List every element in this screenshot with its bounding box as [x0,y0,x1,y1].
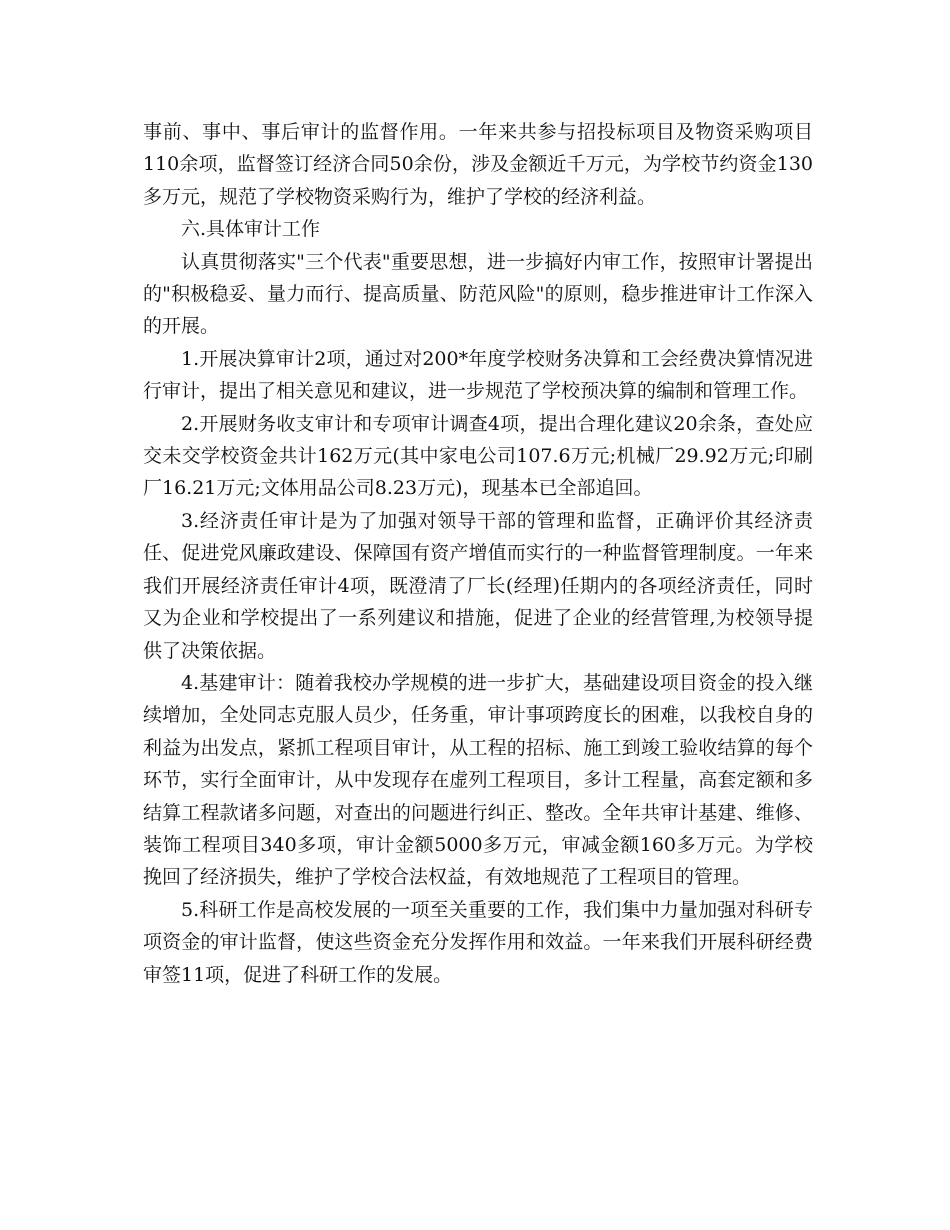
paragraph-economic-responsibility-audit: 3.经济责任审计是为了加强对领导干部的管理和监督，正确评价其经济责任、促进党风廉政建设、保障国有资产增值而实行的一种监督管理制度。一年来我们开展经济责任审计4项，既澄清了厂长(经理)任期内的各项经济责任，同时又为企业和学校提出了一系列建议和措施，促进了企业的经营管理,为校领导提供了决策依据。 [143,509,813,662]
paragraph-infrastructure-audit: 4.基建审计：随着我校办学规模的进一步扩大，基础建设项目资金的投入继续增加，全处同志克服人员少，任务重，审计事项跨度长的困难，以我校自身的利益为出发点，紧抓工程项目审计，从工程的招标、施工到竣工验收结算的每个环节，实行全面审计，从中发现存在虚列工程项目，多计工程量，高套定额和多结算工程款诸多问题，对查出的问题进行纠正、整改。全年共审计基建、维修、装饰工程项目340多项，审计金额5000多万元，审减金额160多万元。为学校挽回了经济损失，维护了学校合法权益，有效地规范了工程项目的管理。 [143,671,813,889]
section-heading-specific-audit-work: 六.具体审计工作 [181,218,321,241]
document-body [143,116,813,991]
paragraph-research-funds-audit: 5.科研工作是高校发展的一项至关重要的工作，我们集中力量加强对科研专项资金的审计监督，使这些资金充分发挥作用和效益。一年来我们开展科研经费审签11项，促进了科研工作的发展。 [143,898,813,986]
paragraph-final-accounts-audit: 1.开展决算审计2项，通过对200*年度学校财务决算和工会经费决算情况进行审计，提出了相关意见和建议，进一步规范了学校预决算的编制和管理工作。 [143,347,813,403]
paragraph-audit-principles: 认真贯彻落实"三个代表"重要思想，进一步搞好内审工作，按照审计署提出的"积极稳妥、量力而行、提高质量、防范风险"的原则，稳步推进审计工作深入的开展。 [143,250,813,338]
paragraph-procurement-summary: 事前、事中、事后审计的监督作用。一年来共参与招投标项目及物资采购项目110余项，监督签订经济合同50余份，涉及金额近千万元，为学校节约资金130多万元，规范了学校物资采购行为，维护了学校的经济利益。 [143,121,813,208]
paragraph-financial-revenue-audit: 2.开展财务收支审计和专项审计调查4项，提出合理化建议20余条，查处应交未交学校资金共计162万元(其中家电公司107.6万元;机械厂29.92万元;印刷厂16.21万元;文体用品公司8.23万元)，现基本已全部追回。 [143,412,813,500]
